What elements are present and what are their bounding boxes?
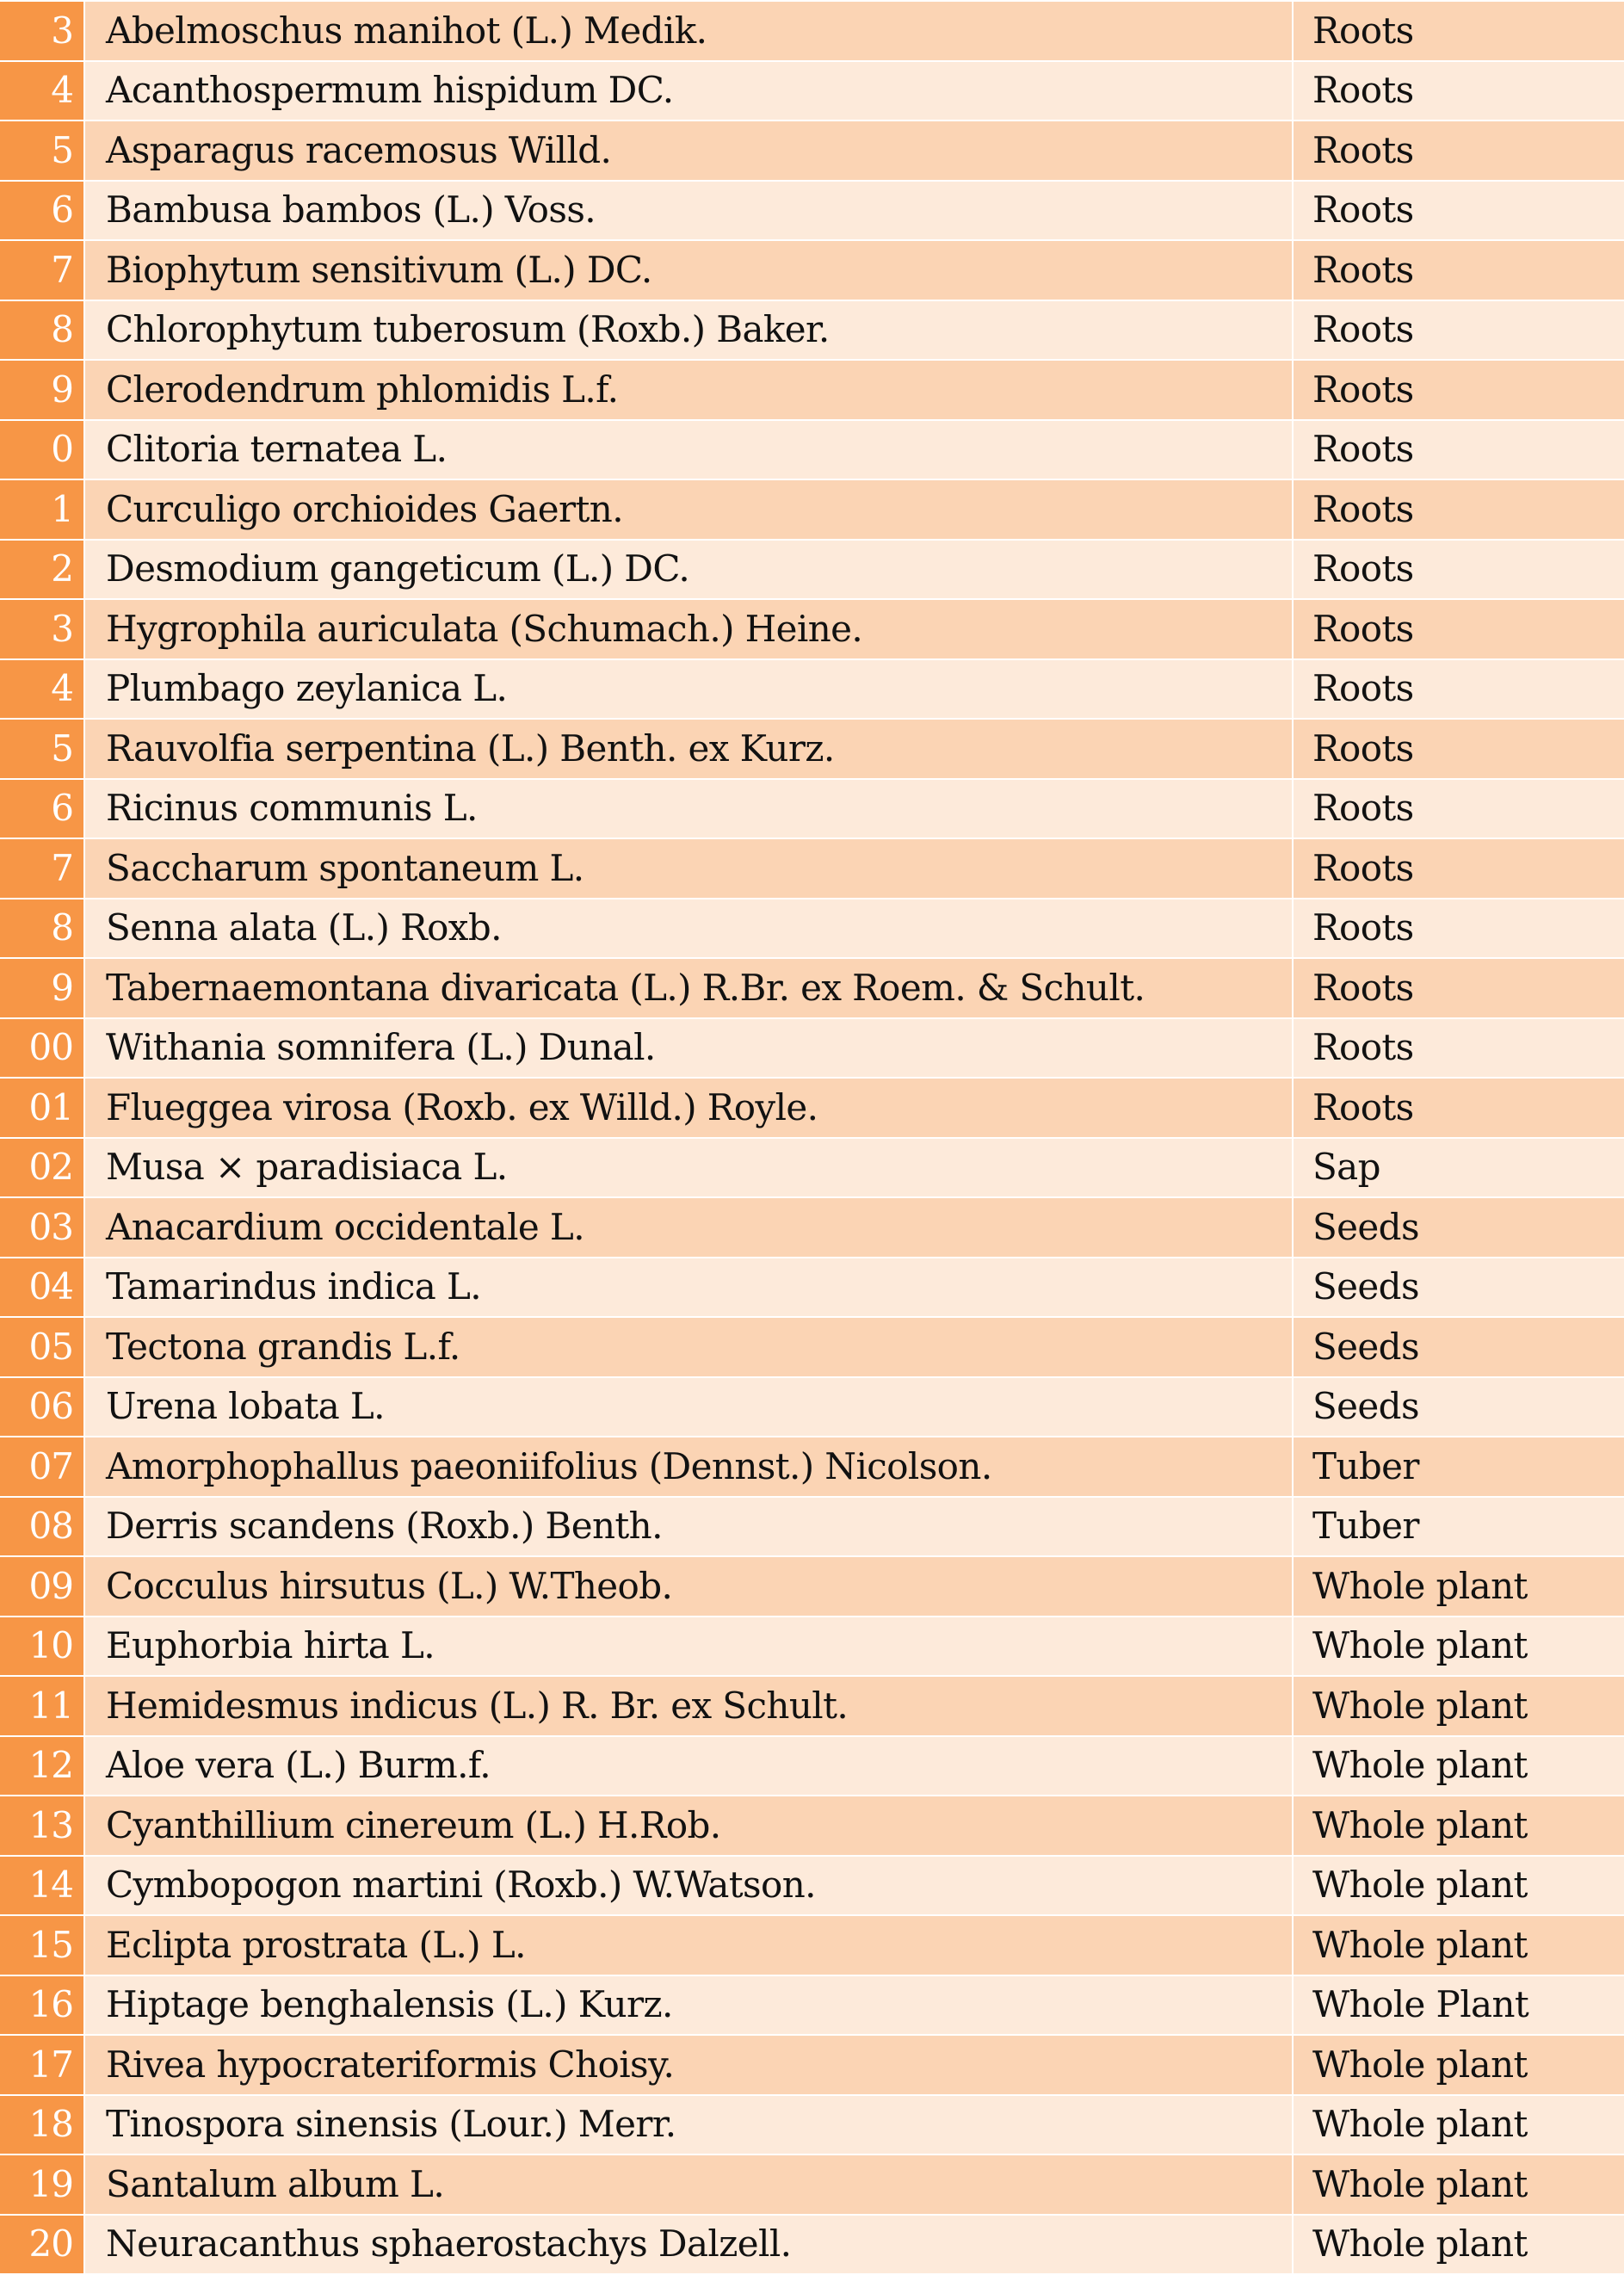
table-row bbox=[0, 1258, 1624, 1318]
plant-name: Aloe vera (L.) Burm.f. bbox=[84, 1736, 1293, 1796]
row-number: 12 bbox=[0, 1736, 84, 1796]
plant-name: Chlorophytum tuberosum (Roxb.) Baker. bbox=[84, 300, 1293, 361]
plant-name: Hemidesmus indicus (L.) R. Br. ex Schult. bbox=[84, 1676, 1293, 1736]
row-number: 0 bbox=[0, 420, 84, 480]
plant-part: Seeds bbox=[1293, 1258, 1624, 1318]
row-number: 9 bbox=[0, 958, 84, 1018]
plant-part: Roots bbox=[1293, 659, 1624, 720]
plant-part: Roots bbox=[1293, 779, 1624, 839]
plant-part: Whole plant bbox=[1293, 1556, 1624, 1617]
table-row bbox=[0, 899, 1624, 959]
plant-name: Abelmoschus manihot (L.) Medik. bbox=[84, 1, 1293, 61]
row-number: 16 bbox=[0, 1975, 84, 2036]
table-row bbox=[0, 719, 1624, 779]
plant-name: Plumbago zeylanica L. bbox=[84, 659, 1293, 720]
plant-name: Rauvolfia serpentina (L.) Benth. ex Kurz. bbox=[84, 719, 1293, 779]
plant-part: Roots bbox=[1293, 540, 1624, 600]
plant-name: Derris scandens (Roxb.) Benth. bbox=[84, 1497, 1293, 1557]
table-row bbox=[0, 1317, 1624, 1377]
plant-name: Bambusa bambos (L.) Voss. bbox=[84, 181, 1293, 241]
row-number: 09 bbox=[0, 1556, 84, 1617]
row-number: 4 bbox=[0, 61, 84, 121]
plant-name: Clitoria ternatea L. bbox=[84, 420, 1293, 480]
row-number: 7 bbox=[0, 838, 84, 899]
table-row bbox=[0, 1617, 1624, 1677]
plant-name: Santalum album L. bbox=[84, 2154, 1293, 2215]
plant-part: Roots bbox=[1293, 1078, 1624, 1138]
row-number: 3 bbox=[0, 599, 84, 659]
row-number: 6 bbox=[0, 181, 84, 241]
plant-part: Whole plant bbox=[1293, 1796, 1624, 1856]
table-row bbox=[0, 1556, 1624, 1617]
table-row bbox=[0, 1856, 1624, 1916]
plant-name: Clerodendrum phlomidis L.f. bbox=[84, 360, 1293, 420]
plant-name: Tinospora sinensis (Lour.) Merr. bbox=[84, 2095, 1293, 2155]
plant-part: Roots bbox=[1293, 240, 1624, 300]
row-number: 05 bbox=[0, 1317, 84, 1377]
row-number: 4 bbox=[0, 659, 84, 720]
plant-name: Cocculus hirsutus (L.) W.Theob. bbox=[84, 1556, 1293, 1617]
table-row bbox=[0, 2095, 1624, 2155]
plant-name: Senna alata (L.) Roxb. bbox=[84, 899, 1293, 959]
plant-part: Whole plant bbox=[1293, 1856, 1624, 1916]
plant-part: Whole plant bbox=[1293, 1676, 1624, 1736]
table-row bbox=[0, 1975, 1624, 2036]
plant-name: Urena lobata L. bbox=[84, 1377, 1293, 1437]
plant-name: Anacardium occidentale L. bbox=[84, 1197, 1293, 1258]
table-row bbox=[0, 240, 1624, 300]
row-number: 08 bbox=[0, 1497, 84, 1557]
table-row bbox=[0, 300, 1624, 361]
table-row bbox=[0, 2154, 1624, 2215]
plant-name: Neuracanthus sphaerostachys Dalzell. bbox=[84, 2215, 1293, 2275]
plant-name: Hygrophila auriculata (Schumach.) Heine. bbox=[84, 599, 1293, 659]
plant-part: Whole plant bbox=[1293, 2215, 1624, 2275]
table-row bbox=[0, 121, 1624, 181]
plant-name: Tectona grandis L.f. bbox=[84, 1317, 1293, 1377]
row-number: 15 bbox=[0, 1915, 84, 1975]
plant-part: Roots bbox=[1293, 838, 1624, 899]
plant-part: Roots bbox=[1293, 1018, 1624, 1079]
table-row bbox=[0, 2035, 1624, 2095]
row-number: 5 bbox=[0, 719, 84, 779]
table-row bbox=[0, 1377, 1624, 1437]
row-number: 10 bbox=[0, 1617, 84, 1677]
plant-name: Withania somnifera (L.) Dunal. bbox=[84, 1018, 1293, 1079]
plant-part: Whole plant bbox=[1293, 1617, 1624, 1677]
plant-part: Roots bbox=[1293, 420, 1624, 480]
plant-name: Asparagus racemosus Willd. bbox=[84, 121, 1293, 181]
plant-part: Seeds bbox=[1293, 1377, 1624, 1437]
table-row bbox=[0, 61, 1624, 121]
plant-part: Tuber bbox=[1293, 1437, 1624, 1497]
row-number: 18 bbox=[0, 2095, 84, 2155]
plant-part: Whole plant bbox=[1293, 2154, 1624, 2215]
plant-name: Biophytum sensitivum (L.) DC. bbox=[84, 240, 1293, 300]
table-row bbox=[0, 360, 1624, 420]
plant-part: Roots bbox=[1293, 121, 1624, 181]
table-row bbox=[0, 1, 1624, 61]
row-number: 00 bbox=[0, 1018, 84, 1079]
row-number: 11 bbox=[0, 1676, 84, 1736]
table-row bbox=[0, 1915, 1624, 1975]
row-number: 13 bbox=[0, 1796, 84, 1856]
row-number: 19 bbox=[0, 2154, 84, 2215]
table-body bbox=[0, 1, 1624, 2274]
table-row bbox=[0, 1497, 1624, 1557]
row-number: 04 bbox=[0, 1258, 84, 1318]
plant-part: Whole plant bbox=[1293, 2095, 1624, 2155]
table-row bbox=[0, 599, 1624, 659]
table-row bbox=[0, 2215, 1624, 2275]
plant-name: Saccharum spontaneum L. bbox=[84, 838, 1293, 899]
row-number: 02 bbox=[0, 1138, 84, 1198]
table-row bbox=[0, 838, 1624, 899]
plant-name: Eclipta prostrata (L.) L. bbox=[84, 1915, 1293, 1975]
table-row bbox=[0, 479, 1624, 540]
plant-part: Roots bbox=[1293, 360, 1624, 420]
row-number: 6 bbox=[0, 779, 84, 839]
plant-part: Tuber bbox=[1293, 1497, 1624, 1557]
plant-part: Whole plant bbox=[1293, 2035, 1624, 2095]
row-number: 8 bbox=[0, 300, 84, 361]
table-row bbox=[0, 1078, 1624, 1138]
plant-name: Curculigo orchioides Gaertn. bbox=[84, 479, 1293, 540]
plant-part: Roots bbox=[1293, 300, 1624, 361]
plant-part: Roots bbox=[1293, 719, 1624, 779]
row-number: 06 bbox=[0, 1377, 84, 1437]
table-row bbox=[0, 1138, 1624, 1198]
table-row bbox=[0, 181, 1624, 241]
row-number: 9 bbox=[0, 360, 84, 420]
row-number: 14 bbox=[0, 1856, 84, 1916]
plant-part: Roots bbox=[1293, 899, 1624, 959]
table-row bbox=[0, 1736, 1624, 1796]
row-number: 20 bbox=[0, 2215, 84, 2275]
plant-name: Musa × paradisiaca L. bbox=[84, 1138, 1293, 1198]
plant-name: Tamarindus indica L. bbox=[84, 1258, 1293, 1318]
plant-name: Flueggea virosa (Roxb. ex Willd.) Royle. bbox=[84, 1078, 1293, 1138]
row-number: 01 bbox=[0, 1078, 84, 1138]
plant-name: Amorphophallus paeoniifolius (Dennst.) Nicolson. bbox=[84, 1437, 1293, 1497]
plant-name: Hiptage benghalensis (L.) Kurz. bbox=[84, 1975, 1293, 2036]
table-row bbox=[0, 779, 1624, 839]
plant-part: Roots bbox=[1293, 61, 1624, 121]
plant-part: Sap bbox=[1293, 1138, 1624, 1198]
table-row bbox=[0, 958, 1624, 1018]
plant-part: Roots bbox=[1293, 599, 1624, 659]
plant-part: Whole Plant bbox=[1293, 1975, 1624, 2036]
row-number: 07 bbox=[0, 1437, 84, 1497]
table-row bbox=[0, 1018, 1624, 1079]
row-number: 8 bbox=[0, 899, 84, 959]
plant-part: Seeds bbox=[1293, 1197, 1624, 1258]
plant-part: Roots bbox=[1293, 1, 1624, 61]
plant-name: Cyanthillium cinereum (L.) H.Rob. bbox=[84, 1796, 1293, 1856]
row-number: 5 bbox=[0, 121, 84, 181]
plant-part: Seeds bbox=[1293, 1317, 1624, 1377]
row-number: 7 bbox=[0, 240, 84, 300]
table-row bbox=[0, 420, 1624, 480]
plant-name: Tabernaemontana divaricata (L.) R.Br. ex Roem. & Schult. bbox=[84, 958, 1293, 1018]
table-row bbox=[0, 1437, 1624, 1497]
plant-part: Roots bbox=[1293, 181, 1624, 241]
row-number: 03 bbox=[0, 1197, 84, 1258]
table-row bbox=[0, 1796, 1624, 1856]
row-number: 2 bbox=[0, 540, 84, 600]
plant-part: Roots bbox=[1293, 479, 1624, 540]
plant-name: Acanthospermum hispidum DC. bbox=[84, 61, 1293, 121]
plant-name: Desmodium gangeticum (L.) DC. bbox=[84, 540, 1293, 600]
plant-name: Cymbopogon martini (Roxb.) W.Watson. bbox=[84, 1856, 1293, 1916]
plant-part: Whole plant bbox=[1293, 1736, 1624, 1796]
row-number: 17 bbox=[0, 2035, 84, 2095]
table-row bbox=[0, 1197, 1624, 1258]
plant-name: Rivea hypocrateriformis Choisy. bbox=[84, 2035, 1293, 2095]
row-number: 3 bbox=[0, 1, 84, 61]
plant-part: Whole plant bbox=[1293, 1915, 1624, 1975]
plant-part: Roots bbox=[1293, 958, 1624, 1018]
row-number: 1 bbox=[0, 479, 84, 540]
plant-name: Euphorbia hirta L. bbox=[84, 1617, 1293, 1677]
table-row bbox=[0, 540, 1624, 600]
table-row bbox=[0, 1676, 1624, 1736]
plant-name: Ricinus communis L. bbox=[84, 779, 1293, 839]
table-row bbox=[0, 659, 1624, 720]
